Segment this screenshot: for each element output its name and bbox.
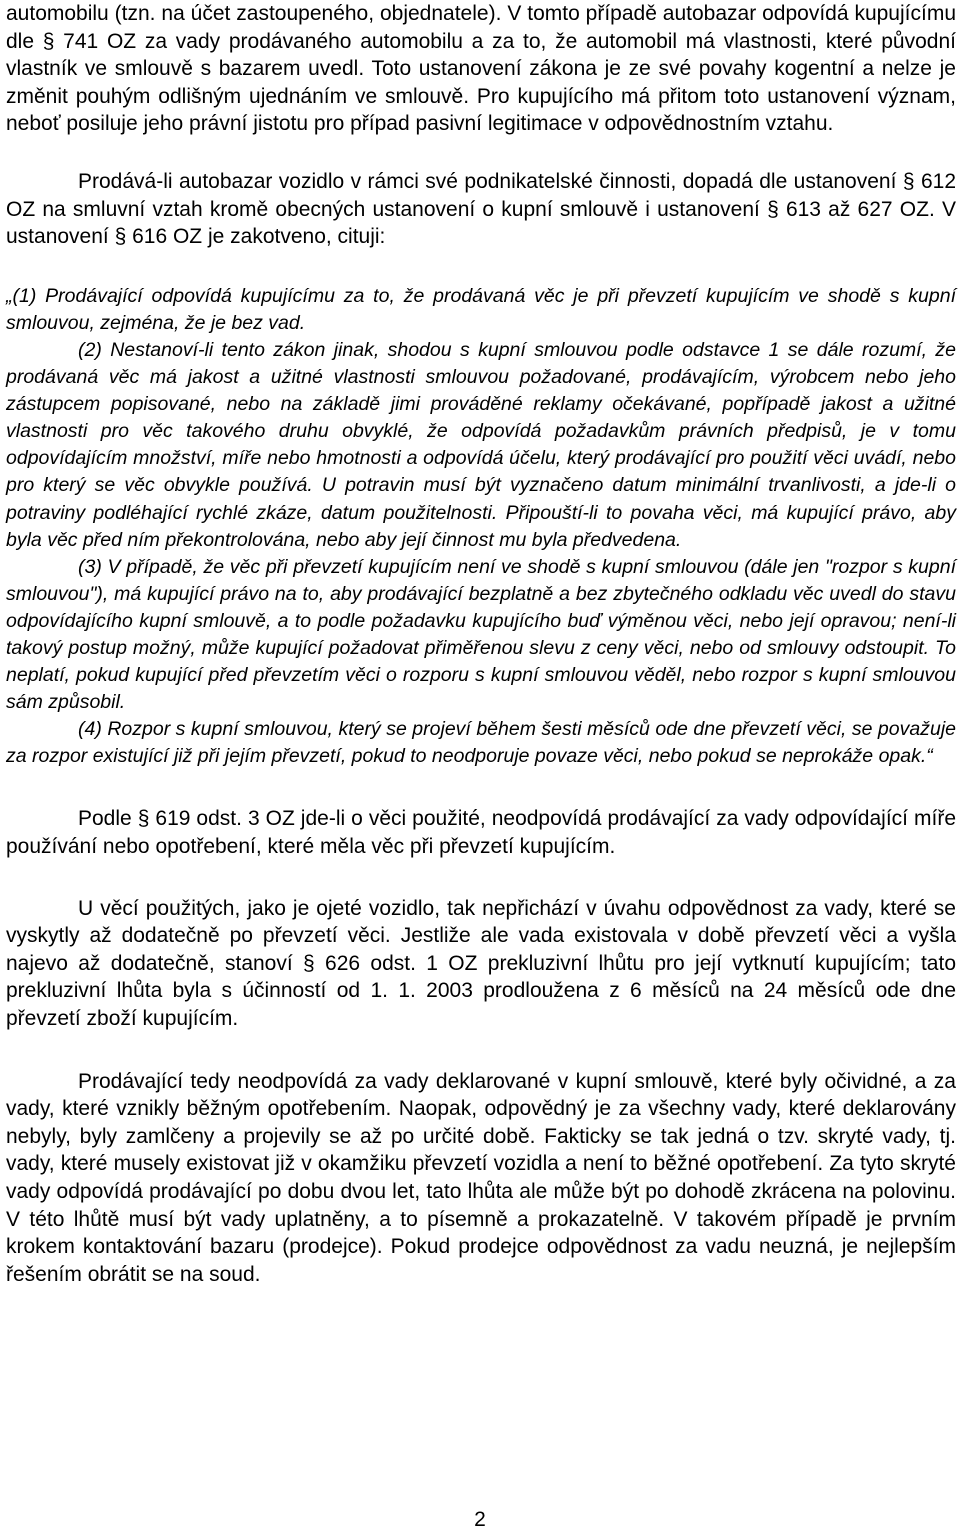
quote-subsection-2: (2) Nestanoví-li tento zákon jinak, shodou s kupní smlouvou podle odstavce 1 se dále rozumí, že prodávaná věc má jakost a užitné vlastnosti smlouvou požadované, prodávajícím, výrobcem nebo jeho zástupcem popisované, nebo na základě jimi prováděné reklamy očekávané, popřípadě jakost a užitné vlastnosti pro věc takového druhu obvyklé, že odpovídá požadavkům právních předpisů, je v tomu odpovídajícím množství, míře nebo hmotnosti a odpovídá účelu, který prodávající pro použití věci uvádí, nebo pro který se věc obvykle používá. U potravin musí být vyznačeno datum minimální trvanlivosti, a jde-li o potraviny podléhající rychlé zkáze, datum použitelnosti. Připouští-li to povaha věci, má kupující právo, aby byla věc před ním překontrolována, nebo aby její činnost mu byla předvedena.: [6, 338, 956, 551]
paragraph-hidden-defects: Prodávající tedy neodpovídá za vady deklarované v kupní smlouvě, které byly očividné, a za vady, které vznikly běžným opotřebením. Naopak, odpovědný je za všechny vady, které deklarovány nebyly, byly zamlčeny a projevily se až po určité době. Fakticky se tak jedná o tzv. skryté vady, tj. vady, které musely existovat již v okamžiku převzetí vozidla a není to běžné opotřebení. Za tyto skryté vady odpovídá prodávající po dobu dvou let, tato lhůta ale může být po dohodě zkrácena na polovinu. V této lhůtě musí být vady uplatněny, a to písemně a prokazatelně. V takovém případě je prvním krokem kontaktování bazaru (prodejce). Pokud prodejce odpovědnost za vadu neuzná, je nejlepším řešením obrátit se na soud.: [6, 1069, 956, 1286]
quote-subsection-3: (3) V případě, že věc při převzetí kupujícím není ve shodě s kupní smlouvou (dále jen "rozpor s kupní smlouvou"), má kupující právo na to, aby prodávající bezplatně a bez zbytečného odkladu věc uvedl do stavu odpovídajícího kupní smlouvě, a to podle požadavku kupujícího buď výměnou věci, nebo její opravou; není-li takový postup možný, může kupující požadovat přiměřenou slevu z ceny věci, nebo od smlouvy odstoupit. To neplatí, pokud kupující před převzetím věci o rozporu s kupní smlouvou věděl, nebo rozpor s kupní smlouvou sám způsobil.: [6, 555, 956, 714]
quote-subsection-4: (4) Rozpor s kupní smlouvou, který se projeví během šesti měsíců ode dne převzetí věci, se považuje za rozpor existující již při jejím převzetí, pokud to neodporuje povaze věci, nebo pokud se neprokáže opak.“: [6, 718, 956, 768]
quote-subsection-1: „(1) Prodávající odpovídá kupujícímu za to, že prodávaná věc je při převzetí kupujícím ve shodě s kupní smlouvou, zejména, že je bez vad.: [6, 284, 956, 334]
paragraph-autobazar-liability: automobilu (tzn. na účet zastoupeného, objednatele). V tomto případě autobazar odpovídá kupujícímu dle § 741 OZ za vady prodávaného automobilu a za to, že automobil má vlastnosti, které původní vlastník ve smlouvě s bazarem uvedl. Toto ustanovení zákona je ze své povahy kogentní a nelze je změnit pouhým odlišným ujednáním ve smlouvě. Pro kupujícího má přitom toto ustanovení význam, neboť posiluje jeho právní jistotu pro případ pasivní legitimace v odpovědnostním vztahu.: [6, 2, 956, 136]
page-number: 2: [474, 1508, 486, 1531]
document-page: [6, 0, 956, 1288]
paragraph-preclusive-period: U věcí použitých, jako je ojeté vozidlo, tak nepřichází v úvahu odpovědnost za vady, které se vyskytly až dodatečně po převzetí věci. Jestliže ale vada existovala v době převzetí věci a vyšla najevo až dodatečně, stanoví § 626 odst. 1 OZ prekluzivní lhůtu pro její vytknutí kupujícím; tato prekluzivní lhůta byla s účinností od 1. 1. 2003 prodloužena z 6 měsíců na 24 měsíců ode dne převzetí zboží kupujícím.: [6, 896, 956, 1030]
paragraph-used-goods: Podle § 619 odst. 3 OZ jde-li o věci použité, neodpovídá prodávající za vady odpovídající míře používání nebo opotřebení, které měla věc při převzetí kupujícím.: [6, 807, 956, 859]
paragraph-sale-provisions: Prodává-li autobazar vozidlo v rámci své podnikatelské činnosti, dopadá dle ustanovení § 612 OZ na smluvní vztah kromě obecných ustanovení o kupní smlouvě i ustanovení § 613 až 627 OZ. V ustanovení § 616 OZ je zakotveno, cituji:: [6, 169, 956, 249]
